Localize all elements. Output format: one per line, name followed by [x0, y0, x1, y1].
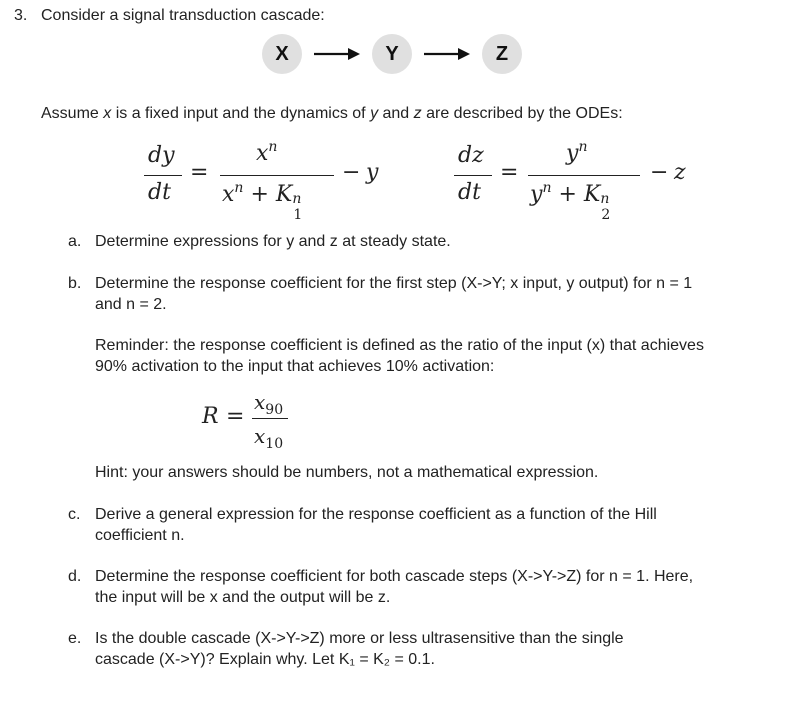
eq2-rhs-den: $y^n + K$ n 2 — [530, 180, 611, 223]
reminder-line2: 90% activation to the input that achieves 10% activation: — [95, 358, 495, 375]
reminder-line1: Reminder: the response coefficient is defined as the ratio of the input (x) that achieves — [95, 337, 704, 354]
cascade-node-y: Y — [372, 34, 412, 74]
part-c-label: c. — [68, 506, 81, 523]
eq1-rhs-num: $x^n$ — [256, 139, 278, 166]
part-b-label: b. — [68, 275, 82, 292]
part-e-line2: cascade (X->Y)? Explain why. Let K₁ = K₂ = 0.1. — [95, 651, 435, 668]
question-title: Consider a signal transduction cascade: — [41, 7, 325, 24]
eq2-rhs-num: $y^n$ — [566, 139, 588, 166]
formula-numerator: $x_{90}$ — [254, 390, 284, 418]
part-c-line1: Derive a general expression for the response coefficient as a function of the Hill — [95, 506, 657, 523]
eq1-lhs-num: dy — [148, 143, 175, 168]
cascade-node-x: X — [262, 34, 302, 74]
part-d-label: d. — [68, 568, 82, 585]
part-a-text: Determine expressions for y and z at steady state. — [95, 233, 451, 250]
part-c-line2: coefficient n. — [95, 527, 185, 544]
intro-text: Assume x is a fixed input and the dynamics of y and z are described by the ODEs: — [41, 105, 623, 122]
question-number: 3. — [14, 7, 28, 24]
part-d-line1: Determine the response coefficient for both cascade steps (X->Y->Z) for n = 1. Here, — [95, 568, 694, 585]
cascade-arrow-icon — [312, 46, 362, 62]
part-e-line1: Is the double cascade (X->Y->Z) more or less ultrasensitive than the single — [95, 630, 624, 647]
eq2-lhs-num: dz — [458, 143, 484, 168]
eq2-lhs-den: dt — [458, 180, 481, 205]
eq1-lhs-den: dt — [148, 180, 171, 205]
formula-denominator: $x_{10}$ — [254, 424, 284, 452]
hint-text: Hint: your answers should be numbers, not a mathematical expression. — [95, 464, 599, 481]
part-d-line2: the input will be x and the output will be z. — [95, 589, 391, 606]
cascade-node-z: Z — [482, 34, 522, 74]
part-a-label: a. — [68, 233, 82, 250]
part-b-line2: and n = 2. — [95, 296, 167, 313]
part-b-line1: Determine the response coefficient for the first step (X->Y; x input, y output) for n = 1 — [95, 275, 693, 292]
eq1-rhs-den: $x^n + K$ n 1 — [222, 180, 303, 223]
cascade-arrow-icon — [422, 46, 472, 62]
part-e-label: e. — [68, 630, 82, 647]
